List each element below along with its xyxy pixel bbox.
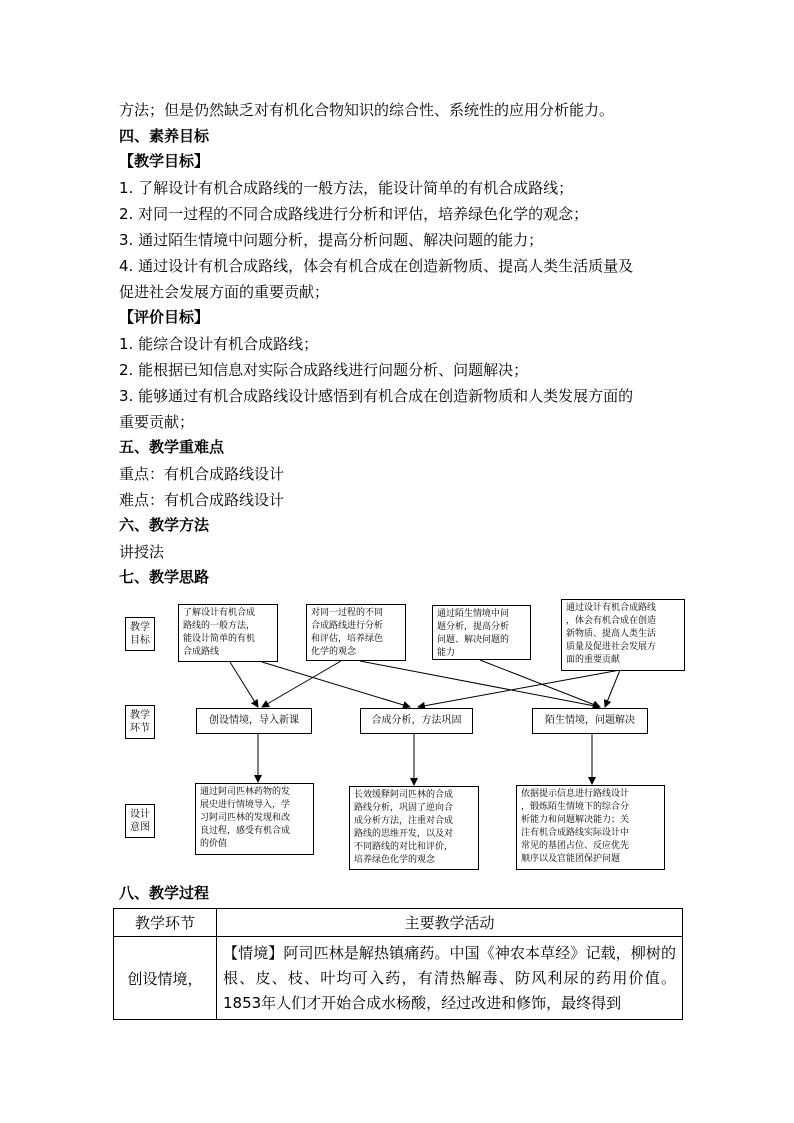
table-row <box>114 937 683 1020</box>
intent-box-1-line: 通过阿司匹林药物的发 <box>200 787 291 797</box>
stage-box-2: 合成分析，方法巩固 <box>360 708 473 734</box>
table-header-activity: 主要教学活动 <box>217 909 683 937</box>
goal-box-2 <box>306 604 406 661</box>
goal-box-4-line: 通过设计有机合成路线 <box>566 603 657 613</box>
row-label-intent <box>125 804 155 838</box>
intent-box-1 <box>195 783 314 855</box>
intent-box-3-line: 常见的基团占位、反应优先 <box>521 841 630 851</box>
section4-heading: 四、素养目标 <box>119 127 210 145</box>
section7-heading: 七、教学思路 <box>119 568 210 586</box>
goal-box-4 <box>561 599 685 671</box>
intent-box-2-line: 路线的思维开发，以及对 <box>354 829 454 839</box>
eval-goal-3: 3. 能够通过有机合成路线设计感悟到有机合成在创造新物质和人类发展方面的 <box>119 387 634 405</box>
teaching-goal-2: 2. 对同一过程的不同合成路线进行分析和评估，培养绿色化学的观念； <box>119 205 589 223</box>
goal-box-3-line: 题分析，提高分析 <box>437 622 510 632</box>
eval-goals-title: 【评价目标】 <box>119 308 210 326</box>
section5-heading: 五、教学重难点 <box>119 438 225 456</box>
goal-box-1-line: 能设计简单的有机 <box>183 634 256 644</box>
teaching-goal-4-cont: 促进社会发展方面的重要贡献； <box>119 283 330 301</box>
stage-box-3: 陌生情境，问题解决 <box>532 708 648 734</box>
goal-box-3-line: 通过陌生情境中问 <box>437 609 510 619</box>
table-cell-stage: 创设情境， <box>114 937 217 1020</box>
intent-box-3-line: 注有机合成路线实际设计中 <box>521 828 630 838</box>
goal-box-1-line: 路线的一般方法， <box>183 621 256 631</box>
goal-box-3 <box>432 605 531 660</box>
intent-box-1-line: 展史进行情境导入，学 <box>200 800 291 810</box>
table-header-stage: 教学环节 <box>114 909 217 937</box>
goal-box-4-line: 面的重要贡献 <box>566 655 621 665</box>
key-point: 重点：有机合成路线设计 <box>119 465 285 483</box>
goal-box-2-line: 对同一过程的不同 <box>311 608 384 618</box>
intent-box-3 <box>516 785 665 870</box>
goal-box-2-line: 和评估，培养绿色 <box>311 634 384 644</box>
goal-box-4-line: 新物质、提高人类生活 <box>566 629 657 639</box>
goal-box-4-line: 质量及促进社会发展方 <box>566 642 657 652</box>
table-cell-activity: 【情境】阿司匹林是解热镇痛药。中国《神农本草经》记载，柳树的根、皮、枝、叶均可入药，有清热解毒、防风利尿的药用价值。1853年人们才开始合成水杨酸，经过改进和修饰，最终得到 <box>217 937 683 1020</box>
goal-box-1-line: 了解设计有机合成 <box>183 608 256 618</box>
intent-box-1-line: 习阿司匹林的发现和改 <box>200 813 291 823</box>
row-label-intent-line1: 设计 <box>130 809 150 820</box>
stage-box-1: 创设情境，导入新课 <box>196 708 312 734</box>
intent-box-1-line: 良过程，感受有机合成 <box>200 826 291 836</box>
teaching-method: 讲授法 <box>119 543 165 561</box>
eval-goal-3-cont: 重要贡献； <box>119 413 195 431</box>
teaching-goal-3: 3. 通过陌生情境中问题分析，提高分析问题、解决问题的能力； <box>119 231 544 249</box>
intent-box-1-line: 的价值 <box>200 839 228 849</box>
goal-box-1 <box>178 604 278 662</box>
intent-box-2-line: 路线分析，巩固了逆向合 <box>354 803 454 813</box>
eval-goal-2: 2. 能根据已知信息对实际合成路线进行问题分析、问题解决； <box>119 361 529 379</box>
section6-heading: 六、教学方法 <box>119 516 210 534</box>
section8-heading: 八、教学过程 <box>119 884 210 902</box>
row-label-stages-line1: 教学 <box>130 710 150 721</box>
intent-box-2 <box>349 786 479 870</box>
row-label-stages-line2: 环节 <box>130 723 150 734</box>
intent-box-2-line: 不同路线的对比和评价， <box>354 842 454 852</box>
goal-box-4-line: ，体会有机合成在创造 <box>566 616 657 626</box>
row-label-goals-line2: 目标 <box>130 635 150 646</box>
eval-goal-1: 1. 能综合设计有机合成路线； <box>119 335 319 353</box>
teaching-goal-1: 1. 了解设计有机合成路线的一般方法，能设计简单的有机合成路线； <box>119 179 574 197</box>
intent-box-2-line: 长效缓释阿司匹林的合成 <box>354 790 454 800</box>
row-label-intent-line2: 意图 <box>130 822 150 833</box>
intent-box-3-line: 依据提示信息进行路线设计 <box>521 789 630 799</box>
row-label-stages <box>125 705 155 739</box>
teaching-goal-4: 4. 通过设计有机合成路线，体会有机合成在创造新物质、提高人类生活质量及 <box>119 257 634 275</box>
goal-box-2-line: 合成路线进行分析 <box>311 621 384 631</box>
intent-box-3-line: 顺序以及官能团保护问题 <box>521 854 621 864</box>
intent-box-2-line: 成分析方法，注重对合成 <box>354 816 454 826</box>
goal-box-3-line: 问题、解决问题的 <box>437 635 510 645</box>
process-table <box>113 908 683 1020</box>
goal-box-2-line: 化学的观念 <box>311 647 357 657</box>
intent-box-3-line: 析能力和问题解决能力；关 <box>521 815 630 825</box>
intro-line: 方法；但是仍然缺乏对有机化合物知识的综合性、系统性的应用分析能力。 <box>119 101 615 119</box>
intent-box-3-line: ，锻炼陌生情境下的综合分 <box>521 802 630 812</box>
intent-box-2-line: 培养绿色化学的观念 <box>354 855 436 865</box>
difficulty-point: 难点：有机合成路线设计 <box>119 491 285 509</box>
table-header-row <box>114 909 683 937</box>
teaching-goals-title: 【教学目标】 <box>119 152 210 170</box>
row-label-goals <box>125 617 155 651</box>
row-label-goals-line1: 教学 <box>130 622 150 633</box>
goal-box-1-line: 合成路线 <box>183 647 220 657</box>
goal-box-3-line: 能力 <box>437 648 456 658</box>
